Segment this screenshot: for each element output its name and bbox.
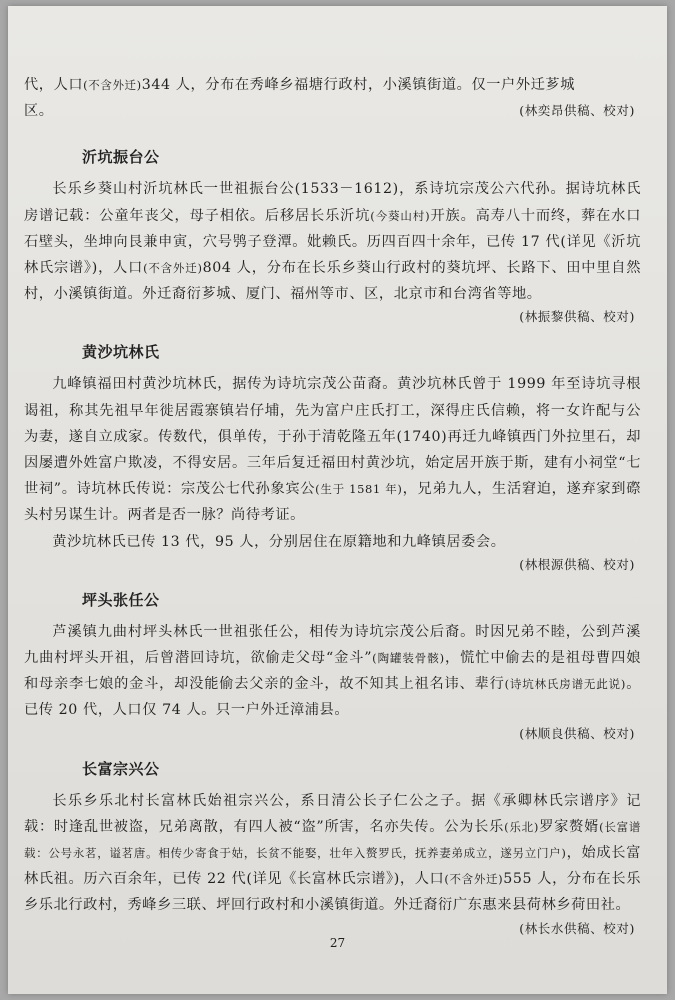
section-credit: (林振黎供稿、校对): [519, 309, 635, 325]
paragraph-text: 长乐乡乐北村长富林氏始祖宗兴公，系日清公长子仁公之子。据《承卿林氏宗谱序》记载：时逢乱世被盗，兄弟离散，有四人被“盗”所害，名亦失传。公为长乐: [24, 792, 641, 835]
paragraph-note: (不含外迁): [143, 261, 203, 276]
intro-text-rest: 344 人，分布在秀峰乡福塘行政村，小溪镇街道。仅一户外迁芗城: [141, 77, 575, 93]
book-page: [8, 6, 667, 994]
section-paragraph: [24, 176, 641, 307]
section-credit: (林顺良供稿、校对): [519, 725, 635, 741]
section-credit: (林长水供稿、校对): [519, 920, 635, 936]
paragraph-text: 开族。高寿八十而终，葬在水口石壁头，坐坤向艮兼申寅，穴号鸮子登潭。妣赖氏。历四百四十余年，已传 17 代(详见《沂坑林氏宗谱》)，人口: [24, 207, 642, 277]
section-heading: 坪头张任公: [82, 590, 160, 609]
intro-text-end: 区。: [24, 103, 54, 120]
intro-paragraph: [24, 72, 641, 124]
paragraph-note: (生于 1581 年): [315, 482, 403, 497]
paragraph-note: (不含外迁): [444, 872, 504, 887]
paragraph-note: (陶罐装骨骸): [372, 651, 445, 666]
intro-credit: (林奕昂供稿、校对): [519, 103, 635, 119]
section-credit: (林根源供稿、校对): [519, 556, 635, 572]
paragraph-text: ，兄弟九人，生活窘迫，遂弃家到磜头村另谋生计。两者是否一脉？尚待考证。: [24, 481, 641, 524]
intro-note: (不含外迁): [83, 78, 142, 92]
paragraph-text: ，始成长富林氏祖。历六百余年，已传 22 代(详见《长富林氏宗谱》)，人口: [24, 845, 641, 888]
paragraph-text: ，慌忙中偷去的是祖母曹四娘和母亲李七娘的金斗，却没能偷去父亲的金斗，故不知其上祖名讳、辈行: [24, 650, 641, 693]
paragraph-note: (长富谱载：公号永茗，谥茗唐。相传少寄食于姑，长贫不能娶，壮年入赘罗氏，抚养妻弟成立，遂另立门户): [24, 819, 642, 861]
page-number: 27: [329, 936, 346, 950]
paragraph-note: (乐北): [504, 819, 540, 834]
section-heading: 长富宗兴公: [82, 759, 160, 778]
section-paragraph: [24, 619, 641, 724]
paragraph-text: 九峰镇福田村黄沙坑林氏，据传为诗坑宗茂公苗裔。黄沙坑林氏曾于 1999 年至诗坑寻根谒祖，称其先祖早年徙居霞寨镇岩仔埔，先为富户庄氏打工，深得庄氏信赖，将一女许配与公为妻，遂自立成家。传数代，俱单传，于孙于清乾隆五年(1740)再迁九峰镇西门外拉里石，却因屡遭外姓富户欺凌，不得安居。三年后复迁福田村黄沙坑，始定居开族于斯，建有小祠堂“七世祠”。诗坑林氏传说：宗茂公七代孙象宾公: [24, 376, 641, 498]
section-paragraph: 黄沙坑林氏已传 13 代，95 人，分别居住在原籍地和九峰镇居委会。: [52, 533, 506, 550]
section-heading: 黄沙坑林氏: [82, 343, 160, 362]
section-heading: 沂坑振台公: [82, 148, 160, 167]
section-paragraph: [24, 788, 641, 919]
paragraph-text: 长乐乡葵山村沂坑林氏一世祖振台公(1533－1612)，系诗坑宗茂公六代孙。据诗坑林氏房谱记载：公童年丧父，母子相依。后移居长乐沂坑: [24, 181, 641, 224]
paragraph-text: 芦溪镇九曲村坪头林氏一世祖张任公，相传为诗坑宗茂公后裔。时因兄弟不睦，公到芦溪九曲村坪头开祖，后曾潜回诗坑，欲偷走父母“金斗”: [24, 623, 641, 667]
paragraph-text: 罗家赘婿: [539, 818, 600, 835]
paragraph-text: 。已传 20 代，人口仅 74 人。只一户外迁漳浦县。: [24, 676, 642, 719]
paragraph-text: 555 人，分布在长乐乡乐北行政村，秀峰乡三联、坪回行政村和小溪镇街道。外迁裔衍广东惠来县荷林乡荷田社。: [24, 871, 642, 914]
section-paragraph: [24, 371, 641, 528]
page-content: [24, 72, 641, 941]
paragraph-note: (今葵山村): [370, 208, 431, 223]
paragraph-text: 804 人，分布在长乐乡葵山行政村的葵坑坪、长路下、田中里自然村，小溪镇街道。外迁裔衍芗城、厦门、福州等市、区，北京市和台湾省等地。: [24, 260, 641, 303]
intro-text: 代，人口: [24, 77, 84, 93]
paragraph-note: (诗坑林氏房谱无此说): [504, 677, 626, 692]
